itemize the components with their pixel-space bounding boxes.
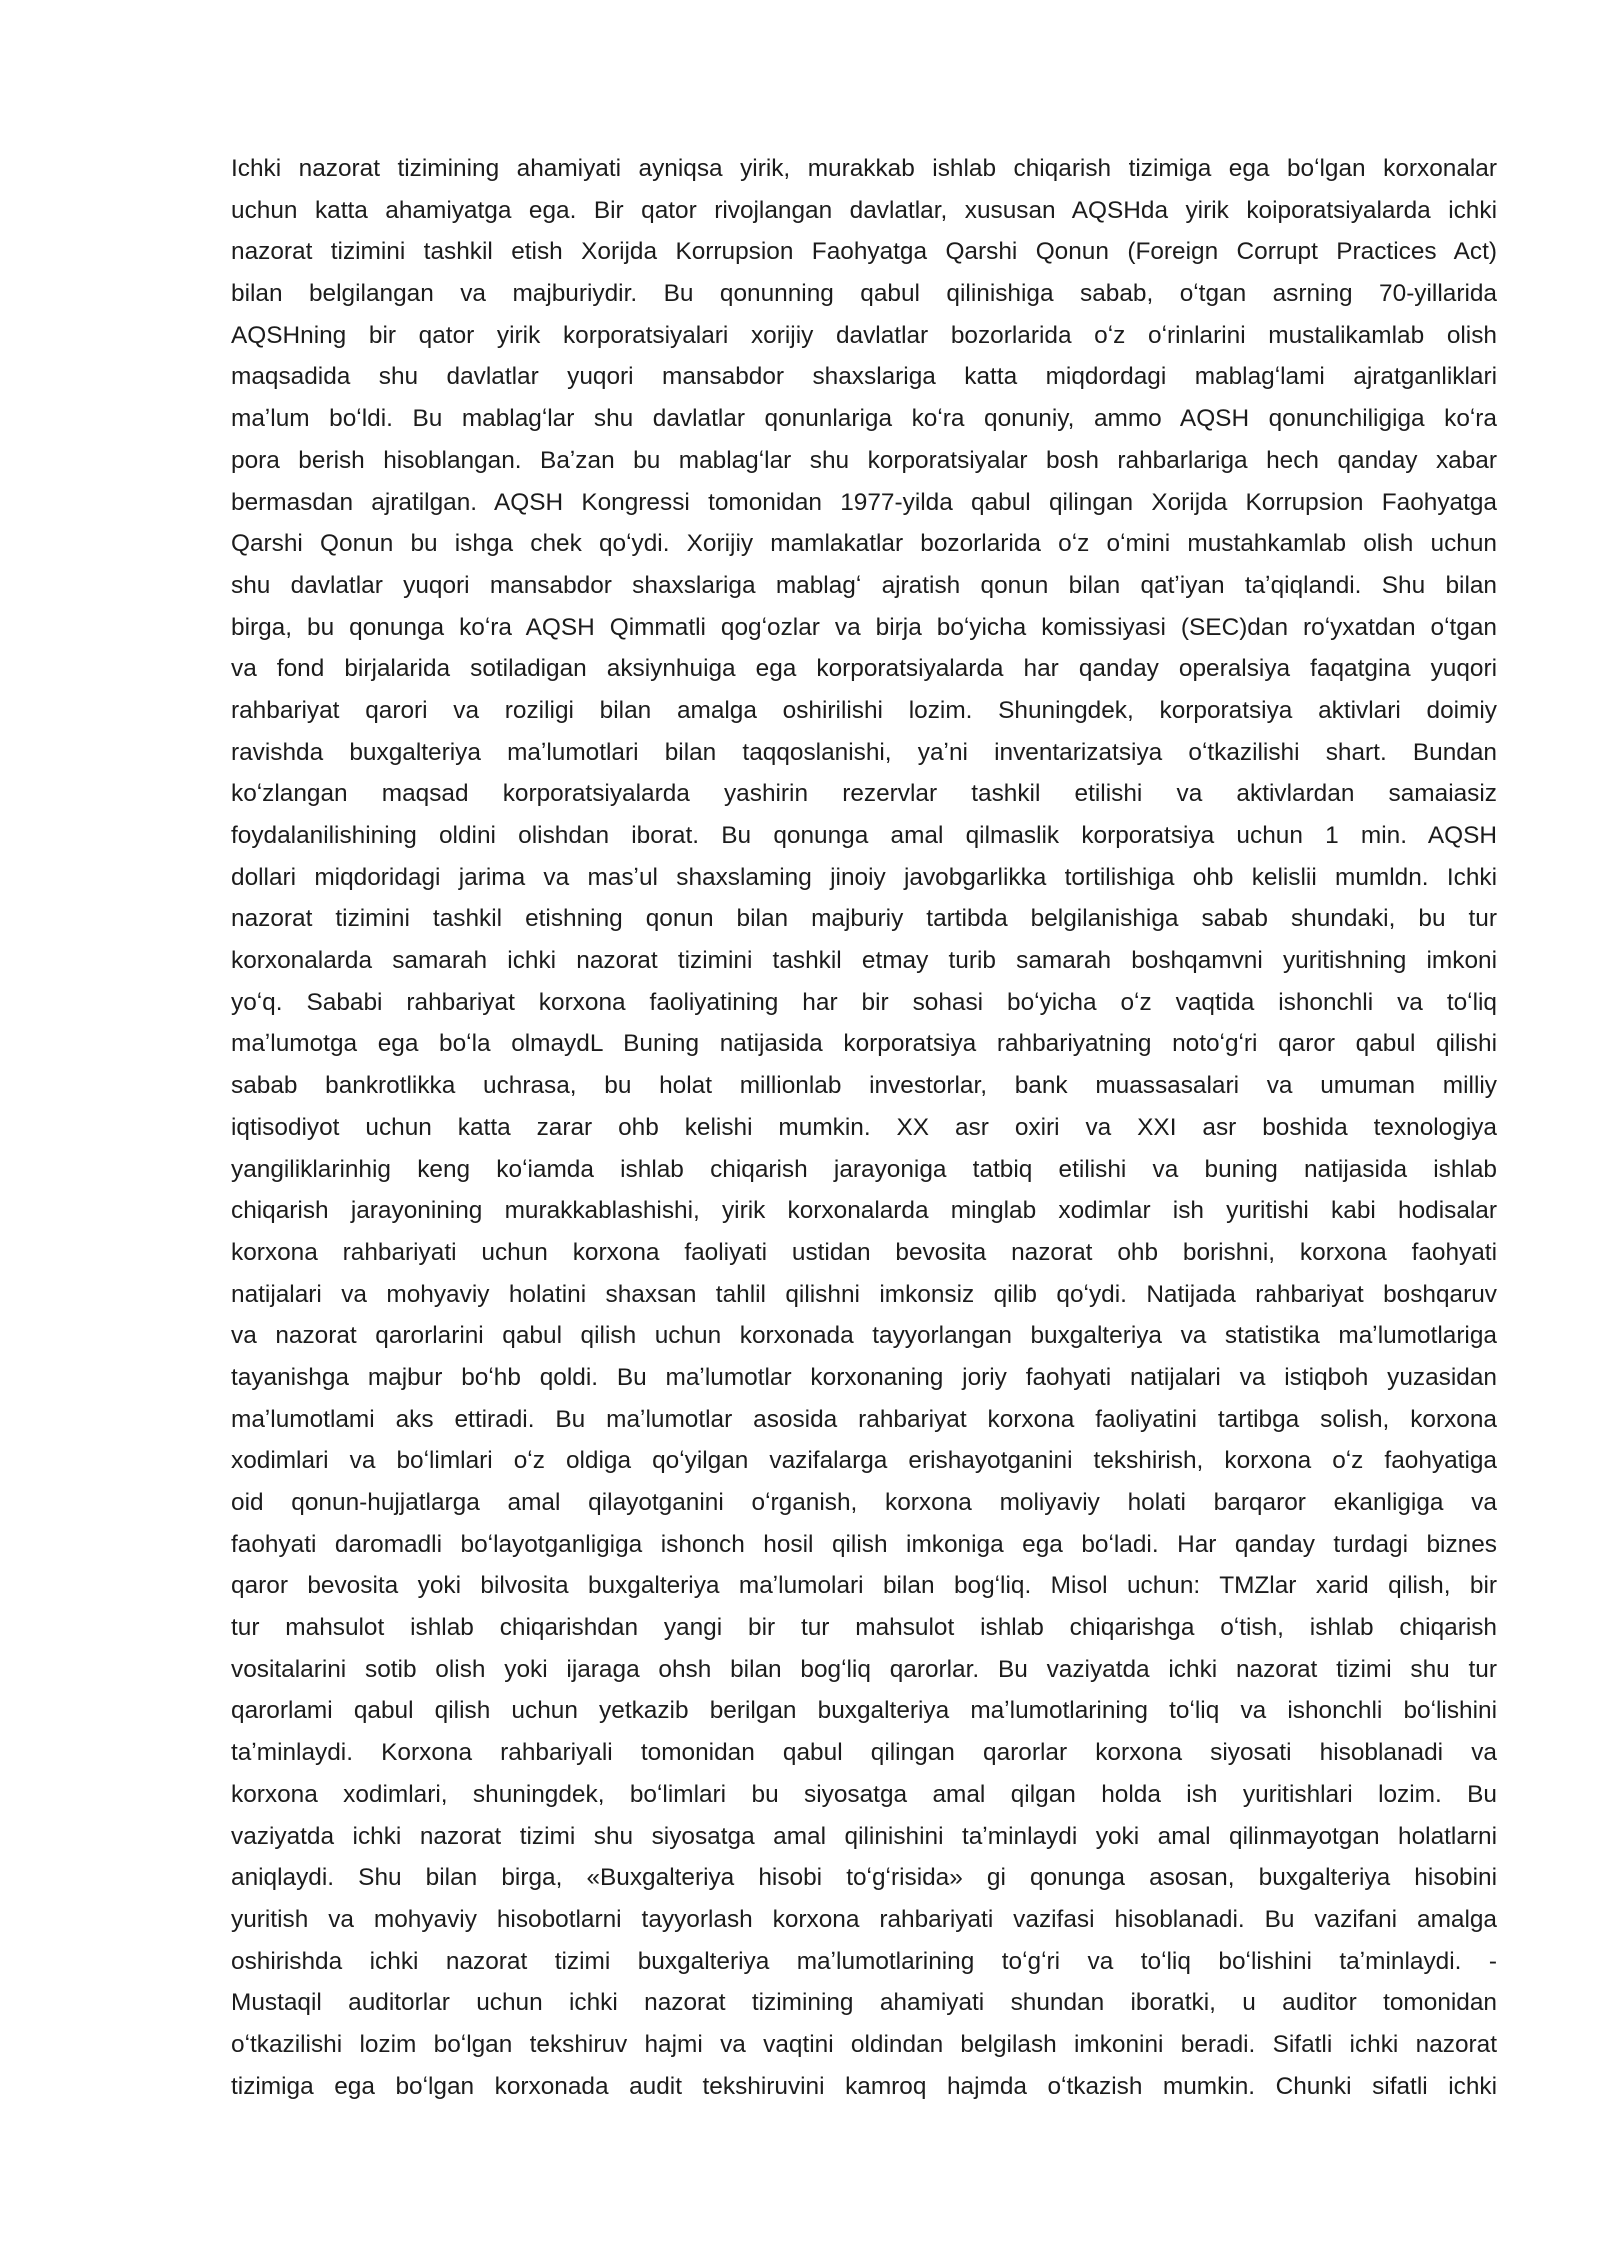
text-line: taʼminlaydi. Korxona rahbariyali tomonidan qabul qilingan qarorlar korxona siyosati hisoblanadi va: [231, 1739, 1497, 1767]
text-line: va nazorat qarorlarini qabul qilish uchun korxonada tayyorlangan buxgalteriya va statistika maʼlumotlariga: [231, 1322, 1497, 1350]
text-line: va fond birjalarida sotiladigan aksiynhuiga ega korporatsiyalarda har qanday operalsiya faqatgina yuqori: [231, 655, 1497, 683]
body-paragraph: [231, 148, 1497, 2107]
text-line: uchun katta ahamiyatga ega. Bir qator rivojlangan davlatlar, xususan AQSHda yirik koiporatsiyalarda ichki: [231, 196, 1497, 224]
text-line: chiqarish jarayonining murakkablashishi, yirik korxonalarda minglab xodimlar ish yuritishi kabi hodisalar: [231, 1197, 1497, 1225]
text-line: natijalari va mohyaviy holatini shaxsan tahlil qilishni imkonsiz qilib qoʻydi. Natijada rahbariyat boshqaruv: [231, 1280, 1497, 1308]
text-line: aniqlaydi. Shu bilan birga, «Buxgalteriya hisobi toʻgʻrisida» gi qonunga asosan, buxgalteriya hisobini: [231, 1864, 1497, 1892]
text-line: bilan belgilangan va majburiydir. Bu qonunning qabul qilinishiga sabab, oʻtgan asrning 70-yillarida: [231, 280, 1497, 308]
text-line: pora berish hisoblangan. Baʼzan bu mablagʻlar shu korporatsiyalar bosh rahbarlariga hech qanday xabar: [231, 446, 1497, 474]
text-line: sabab bankrotlikka uchrasa, bu holat millionlab investorlar, bank muassasalari va umuman milliy: [231, 1072, 1497, 1100]
text-line: oid qonun-hujjatlarga amal qilayotganini oʻrganish, korxona moliyaviy holati barqaror ekanligiga va: [231, 1489, 1497, 1516]
text-line: maʼlumotga ega boʻla olmaydL Buning natijasida korporatsiya rahbariyatning notoʻgʻri qaror qabul qilishi: [231, 1030, 1497, 1058]
text-line: shu davlatlar yuqori mansabdor shaxslariga mablagʻ ajratish qonun bilan qatʼiyan taʼqiqlandi. Shu bilan: [231, 571, 1497, 599]
text-line: korxona xodimlari, shuningdek, boʻlimlari bu siyosatga amal qilgan holda ish yuritishlari lozim. Bu: [231, 1780, 1497, 1808]
text-line: tur mahsulot ishlab chiqarishdan yangi bir tur mahsulot ishlab chiqarishga oʻtish, ishlab chiqarish: [231, 1614, 1497, 1642]
text-line: Qarshi Qonun bu ishga chek qoʻydi. Xorijiy mamlakatlar bozorlarida oʻz oʻmini mustahkamlab olish uchun: [231, 530, 1497, 558]
text-line: nazorat tizimini tashkil etish Xorijda Korrupsion Faohyatga Qarshi Qonun (Foreign Corrupt Practices Act): [231, 238, 1497, 266]
text-line: yoʻq. Sababi rahbariyat korxona faoliyatining har bir sohasi boʻyicha oʻz vaqtida ishonchli va toʻliq: [231, 988, 1497, 1016]
text-line: yuritish va mohyaviy hisobotlarni tayyorlash korxona rahbariyati vazifasi hisoblanadi. Bu vazifani amalga: [231, 1905, 1497, 1933]
text-line: qarorlami qabul qilish uchun yetkazib berilgan buxgalteriya maʼlumotlarining toʻliq va ishonchli boʻlishini: [231, 1697, 1497, 1725]
text-line: birga, bu qonunga koʻra AQSH Qimmatli qogʻozlar va birja boʻyicha komissiyasi (SEC)dan roʻyxatdan oʻtgan: [231, 613, 1497, 641]
text-line: dollari miqdoridagi jarima va masʼul shaxslaming jinoiy javobgarlikka tortilishiga ohb kelislii mumldn. Ichki: [231, 863, 1497, 891]
text-line: koʻzlangan maqsad korporatsiyalarda yashirin rezervlar tashkil etilishi va aktivlardan samaiasiz: [231, 780, 1497, 808]
text-line: AQSHning bir qator yirik korporatsiyalari xorijiy davlatlar bozorlarida oʻz oʻrinlarini mustalikamlab olish: [231, 321, 1497, 349]
text-line: Mustaqil auditorlar uchun ichki nazorat tizimining ahamiyati shundan iboratki, u auditor tomonidan: [231, 1989, 1497, 2017]
text-line: Ichki nazorat tizimining ahamiyati ayniqsa yirik, murakkab ishlab chiqarish tizimiga ega boʻlgan korxonalar: [231, 155, 1497, 182]
text-line: korxona rahbariyati uchun korxona faoliyati ustidan bevosita nazorat ohb borishni, korxona faohyati: [231, 1238, 1497, 1266]
text-line: faohyati daromadli boʻlayotganligiga ishonch hosil qilish imkoniga ega boʻladi. Har qanday turdagi biznes: [231, 1530, 1497, 1558]
text-line: tizimiga ega boʻlgan korxonada audit tekshiruvini kamroq hajmda oʻtkazish mumkin. Chunki sifatli ichki: [231, 2072, 1497, 2100]
text-line: maqsadida shu davlatlar yuqori mansabdor shaxslariga katta miqdordagi mablagʻlami ajratganliklari: [231, 363, 1497, 391]
text-line: oʻtkazilishi lozim boʻlgan tekshiruv hajmi va vaqtini oldindan belgilash imkonini beradi. Sifatli ichki nazorat: [231, 2030, 1497, 2058]
text-line: qaror bevosita yoki bilvosita buxgalteriya maʼlumolari bilan bogʻliq. Misol uchun: TMZlar xarid qilish, bir: [231, 1572, 1497, 1600]
text-line: iqtisodiyot uchun katta zarar ohb kelishi mumkin. XX asr oxiri va XXI asr boshida texnologiya: [231, 1113, 1497, 1141]
text-line: maʼlum boʻldi. Bu mablagʻlar shu davlatlar qonunlariga koʻra qonuniy, ammo AQSH qonunchiligiga koʻra: [231, 405, 1497, 433]
text-line: vaziyatda ichki nazorat tizimi shu siyosatga amal qilinishini taʼminlaydi yoki amal qilinmayotgan holatlarni: [231, 1822, 1497, 1850]
text-line: ravishda buxgalteriya maʼlumotlari bilan taqqoslanishi, yaʼni inventarizatsiya oʻtkazilishi shart. Bundan: [231, 738, 1497, 766]
text-line: yangiliklarinhig keng koʻiamda ishlab chiqarish jarayoniga tatbiq etilishi va buning natijasida ishlab: [231, 1155, 1497, 1183]
text-line: rahbariyat qarori va roziligi bilan amalga oshirilishi lozim. Shuningdek, korporatsiya aktivlari doimiy: [231, 696, 1497, 724]
text-line: nazorat tizimini tashkil etishning qonun bilan majburiy tartibda belgilanishiga sabab shundaki, bu tur: [231, 905, 1497, 933]
text-line: tayanishga majbur boʻhb qoldi. Bu maʼlumotlar korxonaning joriy faohyati natijalari va istiqboh yuzasidan: [231, 1363, 1497, 1391]
text-line: maʼlumotlami aks ettiradi. Bu maʼlumotlar asosida rahbariyat korxona faoliyatini tartibga solish, korxona: [231, 1405, 1497, 1433]
text-line: foydalanilishining oldini olishdan iborat. Bu qonunga amal qilmaslik korporatsiya uchun 1 min. AQSH: [231, 822, 1497, 849]
text-line: xodimlari va boʻlimlari oʻz oldiga qoʻyilgan vazifalarga erishayotganini tekshirish, korxona oʻz faohyatiga: [231, 1447, 1497, 1475]
text-line: vositalarini sotib olish yoki ijaraga ohsh bilan bogʻliq qarorlar. Bu vaziyatda ichki nazorat tizimi shu tur: [231, 1655, 1497, 1683]
text-line: korxonalarda samarah ichki nazorat tizimini tashkil etmay turib samarah boshqamvni yuritishning imkoni: [231, 947, 1497, 975]
text-line: oshirishda ichki nazorat tizimi buxgalteriya maʼlumotlarining toʻgʻri va toʻliq boʻlishini taʼminlaydi. -: [231, 1947, 1497, 1975]
text-line: bermasdan ajratilgan. AQSH Kongressi tomonidan 1977-yilda qabul qilingan Xorijda Korrupsion Faohyatga: [231, 488, 1497, 516]
